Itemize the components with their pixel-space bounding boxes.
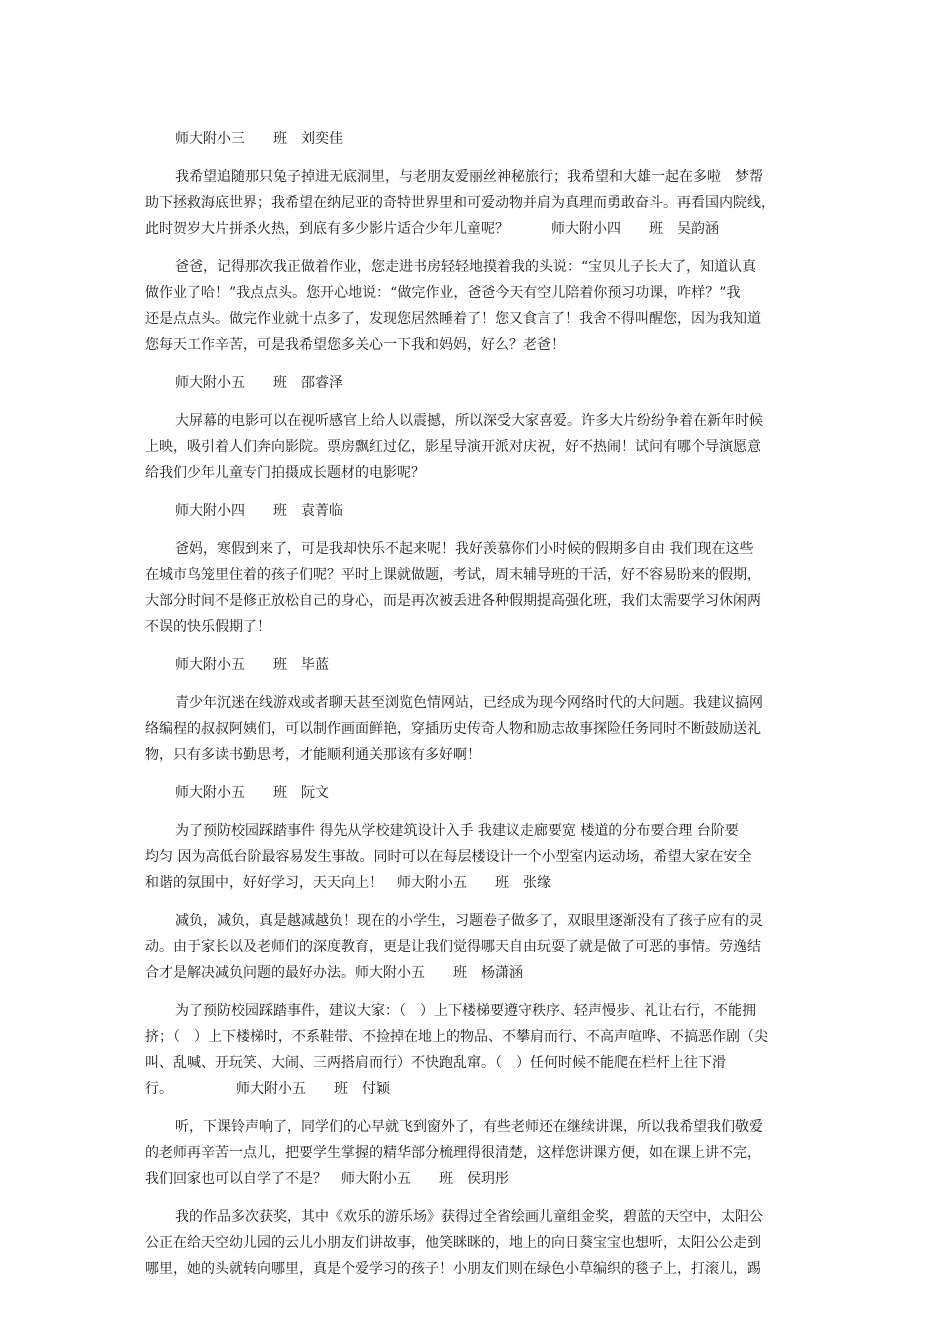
signature-line: 师大附小五 班 邵睿泽 — [175, 375, 343, 391]
paragraph — [145, 818, 813, 896]
paragraph-line: 合才是解决减负问题的最好办法。师大附小五 班 杨潇涵 — [145, 965, 523, 981]
paragraph — [145, 1204, 813, 1282]
paragraph-line: 听，下课铃声响了，同学们的心早就飞到窗外了，有些老师还在继续讲课，所以我希望我们敬爱 — [175, 1119, 763, 1135]
paragraph-line: 哪里，她的头就转向哪里，真是个爱学习的孩子！小朋友们则在绿色小草编织的毯子上，打滚儿，踢 — [145, 1261, 761, 1277]
document-page — [145, 126, 813, 1294]
paragraph-line: 行。 师大附小五 班 付颖 — [145, 1081, 390, 1097]
paragraph-line: 叫、乱喊、开玩笑、大闹、三两搭肩而行）不快跑乱窜。（ ）任何时候不能爬在栏杆上往下滑 — [145, 1055, 726, 1071]
paragraph-line: 爸爸，记得那次我正做着作业，您走进书房轻轻地摸着我的头说：“宝贝儿子长大了，知道认真 — [175, 259, 757, 275]
paragraph — [145, 690, 813, 768]
paragraph — [145, 536, 813, 640]
paragraph-line: 不误的快乐假期了！ — [145, 619, 271, 635]
paragraph-line: 做作业了哈！”我点点头。您开心地说：“做完作业，爸爸今天有空儿陪着你预习功课，咋样？”我 — [145, 285, 741, 301]
paragraph-line: 物，只有多读书勤思考，才能顺利通关那该有多好啊！ — [145, 747, 481, 763]
paragraph — [145, 408, 813, 486]
paragraph-line: 和谐的氛围中，好好学习，天天向上！ 师大附小五 班 张缘 — [145, 875, 551, 891]
paragraph — [145, 164, 813, 242]
paragraph — [145, 1114, 813, 1192]
paragraph-line: 在城市鸟笼里住着的孩子们呢？平时上课就做题，考试，周末辅导班的干活，好不容易盼来的假期， — [145, 567, 761, 583]
paragraph-line: 均匀 因为高低台阶最容易发生事故。同时可以在每层楼设计一个小型室内运动场，希望大家在安全 — [145, 849, 752, 865]
paragraph-line: 爸妈，寒假到来了，可是我却快乐不起来呢！我好羡慕你们小时候的假期多自由 我们现在这些 — [175, 541, 754, 557]
paragraph-line: 减负，减负，真是越减越负！现在的小学生，习题卷子做多了，双眼里逐渐没有了孩子应有的灵 — [175, 913, 763, 929]
paragraph-line: 的老师再辛苦一点儿，把要学生掌握的精华部分梳理得很清楚，这样您讲课方便，如在课上讲不完， — [145, 1145, 761, 1161]
paragraph-line: 挤；（ ）上下楼梯时，不系鞋带、不捡掉在地上的物品、不攀肩而行、不高声喧哗、不搞恶作剧（尖 — [145, 1029, 768, 1045]
paragraph-line: 为了预防校园踩踏事件，建议大家：（ ）上下楼梯要遵守秩序、轻声慢步、礼让右行，不能拥 — [175, 1003, 756, 1019]
paragraph-line: 动。由于家长以及老师们的深度教育，更是让我们觉得哪天自由玩耍了就是做了可恶的事情。劳逸结 — [145, 939, 761, 955]
paragraph-line: 公正在给天空幼儿园的云儿小朋友们讲故事，他笑眯眯的，地上的向日葵宝宝也想听，太阳公公走到 — [145, 1235, 761, 1251]
paragraph — [145, 998, 813, 1102]
paragraph-line: 此时贺岁大片拼杀火热，到底有多少影片适合少年儿童呢？ 师大附小四 班 吴韵涵 — [145, 221, 719, 237]
paragraph-line: 我的作品多次获奖，其中《欢乐的游乐场》获得过全省绘画儿童组金奖，碧蓝的天空中，太阳公 — [175, 1209, 763, 1225]
signature-line: 师大附小三 班 刘奕佳 — [175, 131, 343, 147]
paragraph-line: 助下拯救海底世界；我希望在纳尼亚的奇特世界里和可爱动物并肩为真理而勇敢奋斗。再看国内院线， — [145, 195, 775, 211]
paragraph-line: 大屏幕的电影可以在视听感官上给人以震撼，所以深受大家喜爱。许多大片纷纷争着在新年时候 — [175, 413, 763, 429]
paragraph-line: 络编程的叔叔阿姨们，可以制作画面鲜艳，穿插历史传奇人物和励志故事探险任务同时不断鼓励送礼 — [145, 721, 761, 737]
paragraph-line: 还是点点头。做完作业就十点多了，发现您居然睡着了！您又食言了！我舍不得叫醒您，因为我知道 — [145, 311, 761, 327]
paragraph-line: 我们回家也可以自学了不是？ 师大附小五 班 侯玥彤 — [145, 1171, 509, 1187]
paragraph-line: 为了预防校园踩踏事件 得先从学校建筑设计入手 我建议走廊要宽 楼道的分布要合理 台阶要 — [175, 823, 739, 839]
paragraph-line: 青少年沉迷在线游戏或者聊天甚至浏览色情网站，已经成为现今网络时代的大问题。我建议搞网 — [175, 695, 763, 711]
signature-line: 师大附小四 班 袁菁临 — [175, 503, 343, 519]
paragraph — [145, 254, 813, 358]
paragraph — [145, 908, 813, 986]
paragraph-line: 大部分时间不是修正放松自己的身心，而是再次被丢进各种假期提高强化班，我们太需要学习休闲两 — [145, 593, 761, 609]
paragraph-line: 上映，吸引着人们奔向影院。票房飘红过亿，影星导演开派对庆祝，好不热闹！试问有哪个导演愿意 — [145, 439, 761, 455]
signature-line: 师大附小五 班 毕蓝 — [175, 657, 329, 673]
paragraph-line: 我希望追随那只兔子掉进无底洞里，与老朋友爱丽丝神秘旅行；我希望和大雄一起在多啦 梦帮 — [175, 169, 763, 185]
paragraph-line: 给我们少年儿童专门拍摄成长题材的电影呢？ — [145, 465, 425, 481]
paragraph-line: 您每天工作辛苦，可是我希望您多关心一下我和妈妈，好么？老爸！ — [145, 337, 565, 353]
signature-line: 师大附小五 班 阮文 — [175, 785, 329, 801]
